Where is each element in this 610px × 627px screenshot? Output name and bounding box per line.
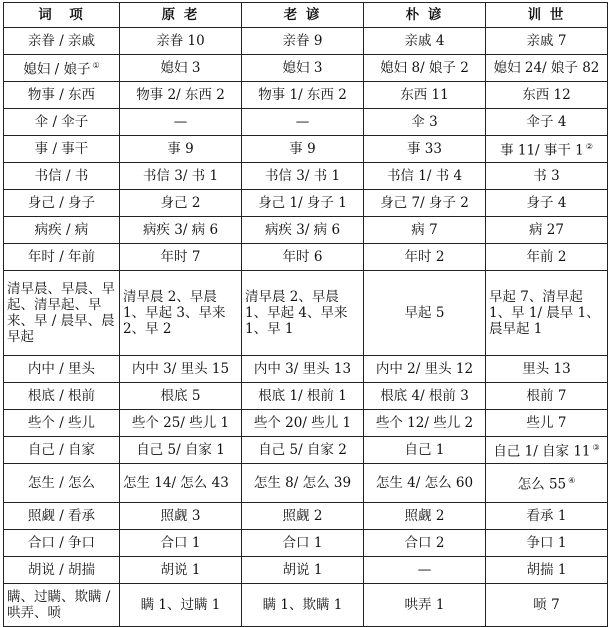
table-cell: 怎生 14/ 怎么 43	[120, 464, 242, 503]
table-cell: 自己 1	[364, 437, 486, 464]
table-cell: 内中 3/ 里头 15	[120, 356, 242, 383]
table-cell: 年时 6	[242, 244, 364, 271]
table-cell: 些个 / 些儿	[4, 410, 120, 437]
header-cell: 词 项	[4, 3, 120, 28]
table-cell: 病疾 / 病	[4, 217, 120, 244]
header-cell: 朴 谚	[364, 3, 486, 28]
table-cell: 亲戚 7	[486, 28, 608, 55]
cell-text: 怎么 55	[517, 476, 567, 493]
table-cell: 清早晨 2、早晨 1、早起 3、早来 2、早 2	[120, 271, 242, 356]
table-cell: 怎生 4/ 怎么 60	[364, 464, 486, 503]
footnote-marker: ③	[592, 443, 600, 453]
table-cell: 病 27	[486, 217, 608, 244]
table-cell: 胡说 1	[242, 557, 364, 584]
table-cell	[486, 136, 608, 163]
table-cell: —	[242, 109, 364, 136]
table-cell: 根前 7	[486, 383, 608, 410]
table-cell: 照觑 2	[364, 503, 486, 530]
table-cell: 身己 7/ 身子 2	[364, 190, 486, 217]
table-cell: 根底 4/ 根前 3	[364, 383, 486, 410]
table-row	[4, 383, 608, 410]
table-cell: 事 33	[364, 136, 486, 163]
table-cell	[486, 437, 608, 464]
cell-text: 媳妇 / 娘子	[23, 61, 91, 78]
table-row	[4, 584, 608, 627]
table-cell: 病 7	[364, 217, 486, 244]
table-cell: 事 9	[242, 136, 364, 163]
table-cell: 身子 4	[486, 190, 608, 217]
table-cell: 照觑 2	[242, 503, 364, 530]
table-cell: 亲戚 4	[364, 28, 486, 55]
table-cell: 亲眷 / 亲戚	[4, 28, 120, 55]
table-cell: 伞 / 伞子	[4, 109, 120, 136]
table-cell: 年时 / 年前	[4, 244, 120, 271]
cell-text: 自己 1/ 自家 11	[493, 443, 591, 460]
table-row	[4, 437, 608, 464]
table-cell: 里头 13	[486, 356, 608, 383]
table-row	[4, 136, 608, 163]
table-row	[4, 464, 608, 503]
table-cell: 病疾 3/ 病 6	[242, 217, 364, 244]
footnote-marker: ②	[585, 142, 593, 152]
table-cell: 瞒 1、过瞒 1	[120, 584, 242, 627]
table-cell: 些个 12/ 些儿 2	[364, 410, 486, 437]
table-row	[4, 244, 608, 271]
table-row	[4, 82, 608, 109]
table-cell: 根底 1/ 根前 1	[242, 383, 364, 410]
table-cell: 书信 3/ 书 1	[242, 163, 364, 190]
table-cell: 清早晨、早晨、早起、清早起、早来、早 / 晨早、晨早起	[4, 271, 120, 356]
table-row	[4, 530, 608, 557]
table-cell: 亲眷 9	[242, 28, 364, 55]
table-cell: 媳妇 24/ 娘子 82	[486, 55, 608, 82]
table-cell: 自己 5/ 自家 2	[242, 437, 364, 464]
table-cell: 书信 3/ 书 1	[120, 163, 242, 190]
table-cell: 身己 1/ 身子 1	[242, 190, 364, 217]
table-cell	[4, 55, 120, 82]
table-cell: 亲眷 10	[120, 28, 242, 55]
table-cell: 媳妇 3	[120, 55, 242, 82]
table-cell: 年时 7	[120, 244, 242, 271]
table-cell: 合口 1	[242, 530, 364, 557]
table-cell: 些儿 7	[486, 410, 608, 437]
table-row	[4, 28, 608, 55]
table-cell: 怎生 / 怎么	[4, 464, 120, 503]
table-cell: 合口 / 争口	[4, 530, 120, 557]
table-cell: 书信 / 书	[4, 163, 120, 190]
table-cell: 哄弄 1	[364, 584, 486, 627]
table-cell: 合口 2	[364, 530, 486, 557]
table-header-row	[4, 3, 608, 28]
table-row	[4, 271, 608, 356]
table-cell: 唝 7	[486, 584, 608, 627]
table-cell: —	[120, 109, 242, 136]
table-cell: 年时 2	[364, 244, 486, 271]
table-cell: 事 / 事干	[4, 136, 120, 163]
table-cell: 胡说 / 胡揣	[4, 557, 120, 584]
footnote-marker: ①	[92, 61, 100, 71]
table-cell: 胡说 1	[120, 557, 242, 584]
table-cell: 病疾 3/ 病 6	[120, 217, 242, 244]
table-row	[4, 356, 608, 383]
table-cell: 年前 2	[486, 244, 608, 271]
table-cell: 物事 1/ 东西 2	[242, 82, 364, 109]
table-row	[4, 410, 608, 437]
word-frequency-table	[3, 2, 608, 627]
table-cell: 些个 25/ 些儿 1	[120, 410, 242, 437]
table-cell: 书信 1/ 书 4	[364, 163, 486, 190]
table-cell: 东西 11	[364, 82, 486, 109]
table-cell: 媳妇 8/ 娘子 2	[364, 55, 486, 82]
table-cell: 看承 1	[486, 503, 608, 530]
table-row	[4, 163, 608, 190]
table-row	[4, 55, 608, 82]
table-cell: 早起 5	[364, 271, 486, 356]
table-cell: 自己 / 自家	[4, 437, 120, 464]
header-cell: 老 谚	[242, 3, 364, 28]
header-cell: 训 世	[486, 3, 608, 28]
table-row	[4, 503, 608, 530]
header-cell: 原 老	[120, 3, 242, 28]
table-cell: 早起 7、清早起 1、早 1/ 晨早 1、晨早起 1	[486, 271, 608, 356]
table-cell: 根底 5	[120, 383, 242, 410]
table-cell: —	[364, 557, 486, 584]
cell-text: 事 11/ 事干 1	[500, 142, 584, 159]
table-cell: 怎生 8/ 怎么 39	[242, 464, 364, 503]
table-cell: 内中 3/ 里头 13	[242, 356, 364, 383]
table-cell: 些个 20/ 些儿 1	[242, 410, 364, 437]
table-cell: 伞子 4	[486, 109, 608, 136]
table-cell: 物事 2/ 东西 2	[120, 82, 242, 109]
table-cell: 争口 1	[486, 530, 608, 557]
table-cell: 瞒、过瞒、欺瞒 / 哄弄、唝	[4, 584, 120, 627]
table-cell: 自己 5/ 自家 1	[120, 437, 242, 464]
table-cell: 照觑 / 看承	[4, 503, 120, 530]
table-row	[4, 557, 608, 584]
table-cell: 胡揣 1	[486, 557, 608, 584]
table-cell: 东西 12	[486, 82, 608, 109]
table-cell	[486, 464, 608, 503]
footnote-marker: ④	[568, 476, 576, 486]
table-cell: 内中 2/ 里头 12	[364, 356, 486, 383]
table-cell: 伞 3	[364, 109, 486, 136]
table-row	[4, 109, 608, 136]
table-cell: 事 9	[120, 136, 242, 163]
table-cell: 身己 / 身子	[4, 190, 120, 217]
table-cell: 书 3	[486, 163, 608, 190]
table-cell: 媳妇 3	[242, 55, 364, 82]
table-row	[4, 190, 608, 217]
table-cell: 内中 / 里头	[4, 356, 120, 383]
table-cell: 根底 / 根前	[4, 383, 120, 410]
table-cell: 合口 1	[120, 530, 242, 557]
table-cell: 身己 2	[120, 190, 242, 217]
table-cell: 照觑 3	[120, 503, 242, 530]
table-cell: 清早晨 2、早晨 1、早起 4、早来 1、早 1	[242, 271, 364, 356]
table-cell: 物事 / 东西	[4, 82, 120, 109]
table-cell: 瞒 1、欺瞒 1	[242, 584, 364, 627]
table-row	[4, 217, 608, 244]
